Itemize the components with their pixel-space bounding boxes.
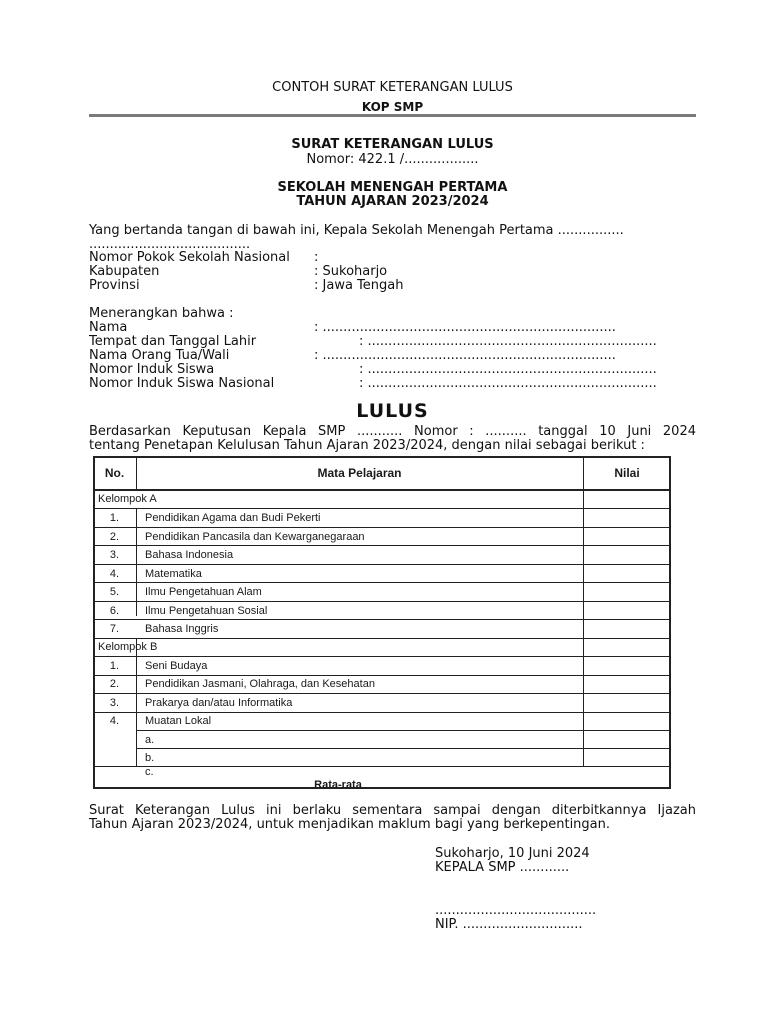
field-value: : ....................................................................... [314,348,616,363]
subject-name: Matematika [145,568,202,580]
field-label: Nomor Induk Siswa [89,362,215,377]
letter-title: SURAT KETERANGAN LULUS [291,137,494,152]
closing-line: Tahun Ajaran 2023/2024, untuk menjadikan maklum bagi yang berkepentingan. [89,817,611,832]
subject-name: Muatan Lokal [145,715,212,727]
table-col-divider [583,456,584,766]
intro-line: Yang bertanda tangan di bawah ini, Kepala Sekolah Menengah Pertama ................ [89,223,624,238]
row-number: 2. [109,678,120,690]
subject-name: Pendidikan Pancasila dan Kewarganegaraan [145,531,365,543]
table-divider [93,766,671,767]
grades-table: No. Mata Pelajaran Nilai Kelompok A 1. Pendidikan Agama dan Budi Pekerti 2. Pendidikan Pancasila dan Kewarganegaraan 3. Bahasa Indonesia 4. Matematika 5. Ilmu Pengetahuan Alam 6. Ilmu Pengetahuan Sosial 7. Bahasa Inggris Kelompok B 1. Seni Budaya 2. Pendidikan Jasmani, Olahraga, dan Kesehatan 3. Prakarya dan/atau Informatika 4. Muatan Lokal a. b. c. Rata-rata [93,456,671,789]
row-number: 6. [109,605,120,617]
subject-name: Pendidikan Agama dan Budi Pekerti [145,512,321,524]
field-value: : ...................................................................... [359,334,657,349]
sub-row-label: c. [145,766,154,778]
field-value: : Sukoharjo [314,264,388,279]
table-header-no: No. [104,466,125,480]
row-number: 1. [109,512,120,524]
table-divider [93,638,671,639]
school-type-heading: SEKOLAH MENENGAH PERTAMA [277,180,508,195]
table-header-subject: Mata Pelajaran [317,466,402,480]
row-number: 2. [109,531,120,543]
field-label: Nama [89,320,128,335]
letterhead-placeholder: KOP SMP [361,100,424,114]
menerangkan-label: Menerangkan bahwa : [89,306,234,321]
row-number: 7. [109,623,120,635]
sub-row-label: a. [145,734,155,746]
sub-row-label: b. [145,752,155,764]
intro-line-dots: ....................................... [89,237,251,252]
field-label: Tempat dan Tanggal Lahir [89,334,257,349]
table-divider [136,730,671,731]
signer-title: KEPALA SMP ............ [435,860,570,875]
subject-name: Bahasa Inggris [145,623,219,635]
field-label: Provinsi [89,278,140,293]
table-header-score: Nilai [614,466,640,480]
subject-name: Prakarya dan/atau Informatika [145,697,293,709]
closing-line: Surat Keterangan Lulus ini berlaku sementara sampai dengan diterbitkannya Ijazah [89,803,696,818]
table-divider [93,489,671,491]
subject-name: Seni Budaya [145,660,208,672]
subject-name: Bahasa Indonesia [145,549,234,561]
row-number: 3. [109,549,120,561]
field-label: Nama Orang Tua/Wali [89,348,230,363]
letterhead-divider [89,114,696,117]
field-value: : [314,250,319,265]
subject-name: Pendidikan Jasmani, Olahraga, dan Kesehatan [145,678,375,690]
field-label: Kabupaten [89,264,160,279]
place-date: Sukoharjo, 10 Juni 2024 [435,846,590,861]
field-value: : ...................................................................... [359,362,657,377]
decision-line: Berdasarkan Keputusan Kepala SMP ........... Nomor : .......... tanggal 10 Juni 2024 [89,424,696,439]
graduation-status: LULUS [356,400,429,422]
table-col-divider [136,638,137,766]
table-divider [136,748,671,749]
group-label-b: Kelompok B [98,641,158,653]
signer-nip: NIP. ............................. [435,917,583,932]
field-value: : ...................................................................... [359,376,657,391]
field-value: : Jawa Tengah [314,278,404,293]
row-number: 4. [109,715,120,727]
row-number: 5. [109,586,120,598]
row-number: 1. [109,660,120,672]
subject-name: Ilmu Pengetahuan Alam [145,586,262,598]
document-caption: CONTOH SURAT KETERANGAN LULUS [272,80,513,95]
decision-line: tentang Penetapan Kelulusan Tahun Ajaran 2023/2024, dengan nilai sebagai berikut : [89,438,645,453]
group-label-a: Kelompok A [98,493,157,505]
row-number: 3. [109,697,120,709]
row-number: 4. [109,568,120,580]
field-label: Nomor Induk Siswa Nasional [89,376,275,391]
subject-name: Ilmu Pengetahuan Sosial [145,605,268,617]
field-value: : ....................................................................... [314,320,616,335]
letter-number: Nomor: 422.1 /.................. [306,152,479,167]
table-col-divider [136,508,137,616]
signer-name-line: ....................................... [435,903,597,918]
field-label: Nomor Pokok Sekolah Nasional [89,250,290,265]
academic-year-heading: TAHUN AJARAN 2023/2024 [296,194,489,209]
